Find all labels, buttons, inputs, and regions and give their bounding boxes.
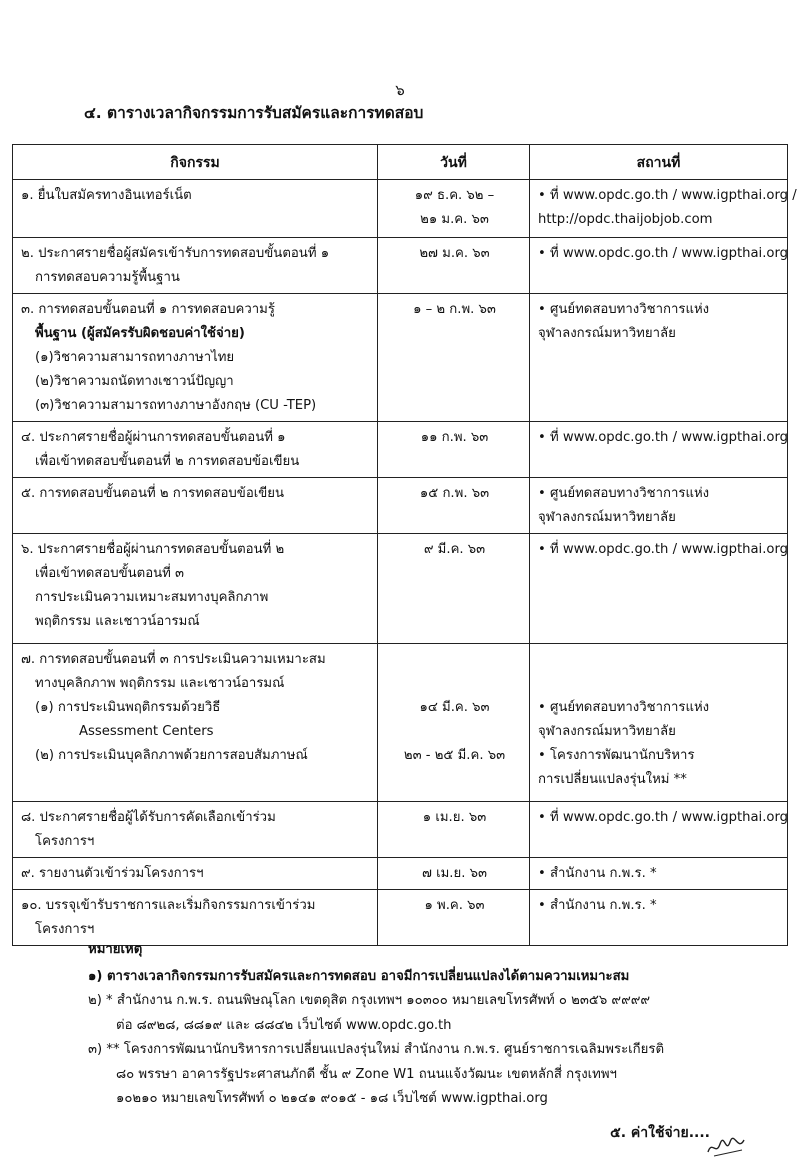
table-header-row xyxy=(13,145,788,180)
activity-cell xyxy=(13,180,378,238)
note-item-continued: ๑๐๒๑๐ หมายเลขโทรศัพท์ ๐ ๒๑๔๑ ๙๐๑๕ - ๑๘ เว็บไซต์ www.igpthai.org xyxy=(116,1091,548,1106)
table-row xyxy=(13,858,788,890)
date-line: ๑ เม.ย. ๖๓ xyxy=(422,810,487,825)
table-row xyxy=(13,294,788,422)
place-cell xyxy=(530,294,788,422)
date-cell xyxy=(378,802,530,858)
date-line: ๒๗ ม.ค. ๖๓ xyxy=(419,246,490,261)
table-row xyxy=(13,644,788,802)
page-number: ๖ xyxy=(395,81,405,99)
date-cell xyxy=(378,238,530,294)
date-line: ๑๔ มี.ค. ๖๓ xyxy=(419,700,490,715)
place-line: • ที่ www.opdc.go.th / www.igpthai.org xyxy=(538,246,789,261)
date-cell xyxy=(378,294,530,422)
activity-cell xyxy=(13,534,378,644)
schedule-table xyxy=(12,144,797,946)
note-item: ๒) * สำนักงาน ก.พ.ร. ถนนพิษณุโลก เขตดุสิต กรุงเทพฯ ๑๐๓๐๐ หมายเลขโทรศัพท์ ๐ ๒๓๕๖ ๙๙๙๙ xyxy=(88,993,651,1008)
activity-line: การประเมินความเหมาะสมทางบุคลิกภาพ xyxy=(35,590,269,605)
date-line: ๑ – ๒ ก.พ. ๖๓ xyxy=(413,302,496,317)
place-line: • ที่ www.opdc.go.th / www.igpthai.org xyxy=(538,430,789,445)
date-cell xyxy=(378,534,530,644)
header-place: สถานที่ xyxy=(530,145,788,180)
activity-line: (๓)วิชาความสามารถทางภาษาอังกฤษ (CU -TEP) xyxy=(35,398,317,413)
activity-cell xyxy=(13,802,378,858)
date-line: ๑๑ ก.พ. ๖๓ xyxy=(420,430,489,445)
activity-line: ๗. การทดสอบขั้นตอนที่ ๓ การประเมินความเหมาะสม xyxy=(21,652,326,667)
activity-line: การทดสอบความรู้พื้นฐาน xyxy=(35,270,180,285)
activity-line: ทางบุคลิกภาพ พฤติกรรม และเชาวน์อารมณ์ xyxy=(35,676,285,691)
activity-cell xyxy=(13,644,378,802)
place-line: • ที่ www.opdc.go.th / www.igpthai.org xyxy=(538,810,789,825)
header-date: วันที่ xyxy=(378,145,530,180)
activity-line: ๓. การทดสอบขั้นตอนที่ ๑ การทดสอบความรู้ xyxy=(21,302,275,317)
date-line: ๑ พ.ค. ๖๓ xyxy=(424,898,485,913)
place-line: • ศูนย์ทดสอบทางวิชาการแห่ง xyxy=(538,302,710,317)
activity-line: Assessment Centers xyxy=(79,724,214,739)
continuation-text: ๕. ค่าใช้จ่าย.... xyxy=(610,1125,710,1141)
place-line: • สำนักงาน ก.พ.ร. * xyxy=(538,866,657,881)
activity-line: พื้นฐาน (ผู้สมัครรับผิดชอบค่าใช้จ่าย) xyxy=(35,326,245,341)
notes-heading: หมายเหตุ xyxy=(88,942,143,957)
table-row xyxy=(13,802,788,858)
activity-cell xyxy=(13,858,378,890)
place-line: • สำนักงาน ก.พ.ร. * xyxy=(538,898,657,913)
date-line: ๒๓ - ๒๕ มี.ค. ๖๓ xyxy=(403,748,506,763)
table-row xyxy=(13,238,788,294)
date-line: ๑๕ ก.พ. ๖๓ xyxy=(419,486,490,501)
header-activity: กิจกรรม xyxy=(13,145,378,180)
place-cell xyxy=(530,180,797,238)
notes-section xyxy=(88,938,788,1112)
place-cell xyxy=(530,478,788,534)
date-cell xyxy=(378,180,530,238)
date-cell xyxy=(378,478,530,534)
section-title: ๔. ตารางเวลากิจกรรมการรับสมัครและการทดสอบ xyxy=(84,104,424,122)
table-row xyxy=(13,422,788,478)
date-line: ๙ มี.ค. ๖๓ xyxy=(423,542,486,557)
note-item-continued: ต่อ ๘๙๒๘, ๘๘๑๙ และ ๘๘๔๒ เว็บไซต์ www.opdc.go.th xyxy=(116,1017,452,1033)
place-line: การเปลี่ยนแปลงรุ่นใหม่ ** xyxy=(538,772,687,787)
place-line: • โครงการพัฒนานักบริหาร xyxy=(538,748,695,763)
activity-line: ๒. ประกาศรายชื่อผู้สมัครเข้ารับการทดสอบขั้นตอนที่ ๑ xyxy=(21,246,330,261)
place-line: จุฬาลงกรณ์มหาวิทยาลัย xyxy=(538,326,676,341)
activity-line: ๖. ประกาศรายชื่อผู้ผ่านการทดสอบขั้นตอนที่ ๒ xyxy=(21,542,285,557)
activity-line: ๑๐. บรรจุเข้ารับราชการและเริ่มกิจกรรมการเข้าร่วม xyxy=(21,898,316,913)
place-cell xyxy=(530,422,788,478)
place-line: จุฬาลงกรณ์มหาวิทยาลัย xyxy=(538,724,676,739)
date-line: ๒๑ ม.ค. ๖๓ xyxy=(420,212,489,227)
date-cell xyxy=(378,422,530,478)
date-line: ๗ เม.ย. ๖๓ xyxy=(422,866,487,881)
activity-line: โครงการฯ xyxy=(35,834,95,849)
activity-cell xyxy=(13,422,378,478)
activity-line: เพื่อเข้าทดสอบขั้นตอนที่ ๒ การทดสอบข้อเขียน xyxy=(35,454,300,469)
place-cell xyxy=(530,238,788,294)
place-line: • ที่ www.opdc.go.th / www.igpthai.org xyxy=(538,542,789,557)
date-cell xyxy=(378,644,530,802)
place-line: จุฬาลงกรณ์มหาวิทยาลัย xyxy=(538,510,676,525)
activity-line: ๙. รายงานตัวเข้าร่วมโครงการฯ xyxy=(21,866,204,881)
place-cell xyxy=(530,858,788,890)
place-line: • ศูนย์ทดสอบทางวิชาการแห่ง xyxy=(538,700,710,715)
place-line: • ศูนย์ทดสอบทางวิชาการแห่ง xyxy=(538,486,710,501)
activity-cell xyxy=(13,238,378,294)
note-item-continued: ๘๐ พรรษา อาคารรัฐประศาสนภักดี ชั้น ๙ Zone W1 ถนนแจ้งวัฒนะ เขตหลักสี่ กรุงเทพฯ xyxy=(116,1066,617,1082)
place-cell xyxy=(530,534,788,644)
activity-line: (๑) การประเมินพฤติกรรมด้วยวิธี xyxy=(35,700,221,715)
activity-line: ๑. ยื่นใบสมัครทางอินเทอร์เน็ต xyxy=(21,188,192,203)
activity-line: โครงการฯ xyxy=(35,922,95,937)
activity-line: (๒) การประเมินบุคลิกภาพด้วยการสอบสัมภาษณ์ xyxy=(35,748,308,763)
activity-line: เพื่อเข้าทดสอบขั้นตอนที่ ๓ xyxy=(35,566,185,581)
note-item: ๓) ** โครงการพัฒนานักบริหารการเปลี่ยนแปลงรุ่นใหม่ สำนักงาน ก.พ.ร. ศูนย์ราชการเฉลิมพระเกียรติ xyxy=(88,1042,665,1057)
table-row xyxy=(13,478,788,534)
activity-line: ๘. ประกาศรายชื่อผู้ได้รับการคัดเลือกเข้าร่วม xyxy=(21,810,276,825)
date-cell xyxy=(378,858,530,890)
initials-signature xyxy=(704,1132,750,1160)
activity-line: ๔. ประกาศรายชื่อผู้ผ่านการทดสอบขั้นตอนที่ ๑ xyxy=(21,430,286,445)
note-item: ๑) ตารางเวลากิจกรรมการรับสมัครและการทดสอบ อาจมีการเปลี่ยนแปลงได้ตามความเหมาะสม xyxy=(88,968,630,984)
place-cell xyxy=(530,802,788,858)
place-link[interactable]: http://opdc.thaijobjob.com xyxy=(538,212,713,227)
activity-line: พฤติกรรม และเชาวน์อารมณ์ xyxy=(35,614,200,629)
place-cell xyxy=(530,644,788,802)
activity-cell xyxy=(13,478,378,534)
table-row xyxy=(13,180,788,238)
activity-cell xyxy=(13,294,378,422)
activity-line: ๕. การทดสอบขั้นตอนที่ ๒ การทดสอบข้อเขียน xyxy=(21,486,285,501)
activity-line: (๒)วิชาความถนัดทางเชาวน์ปัญญา xyxy=(35,374,234,389)
table-row xyxy=(13,534,788,644)
date-line: ๑๙ ธ.ค. ๖๒ – xyxy=(414,188,495,203)
activity-line: (๑)วิชาความสามารถทางภาษาไทย xyxy=(35,350,235,365)
place-line: • ที่ www.opdc.go.th / www.igpthai.org / xyxy=(538,188,797,203)
